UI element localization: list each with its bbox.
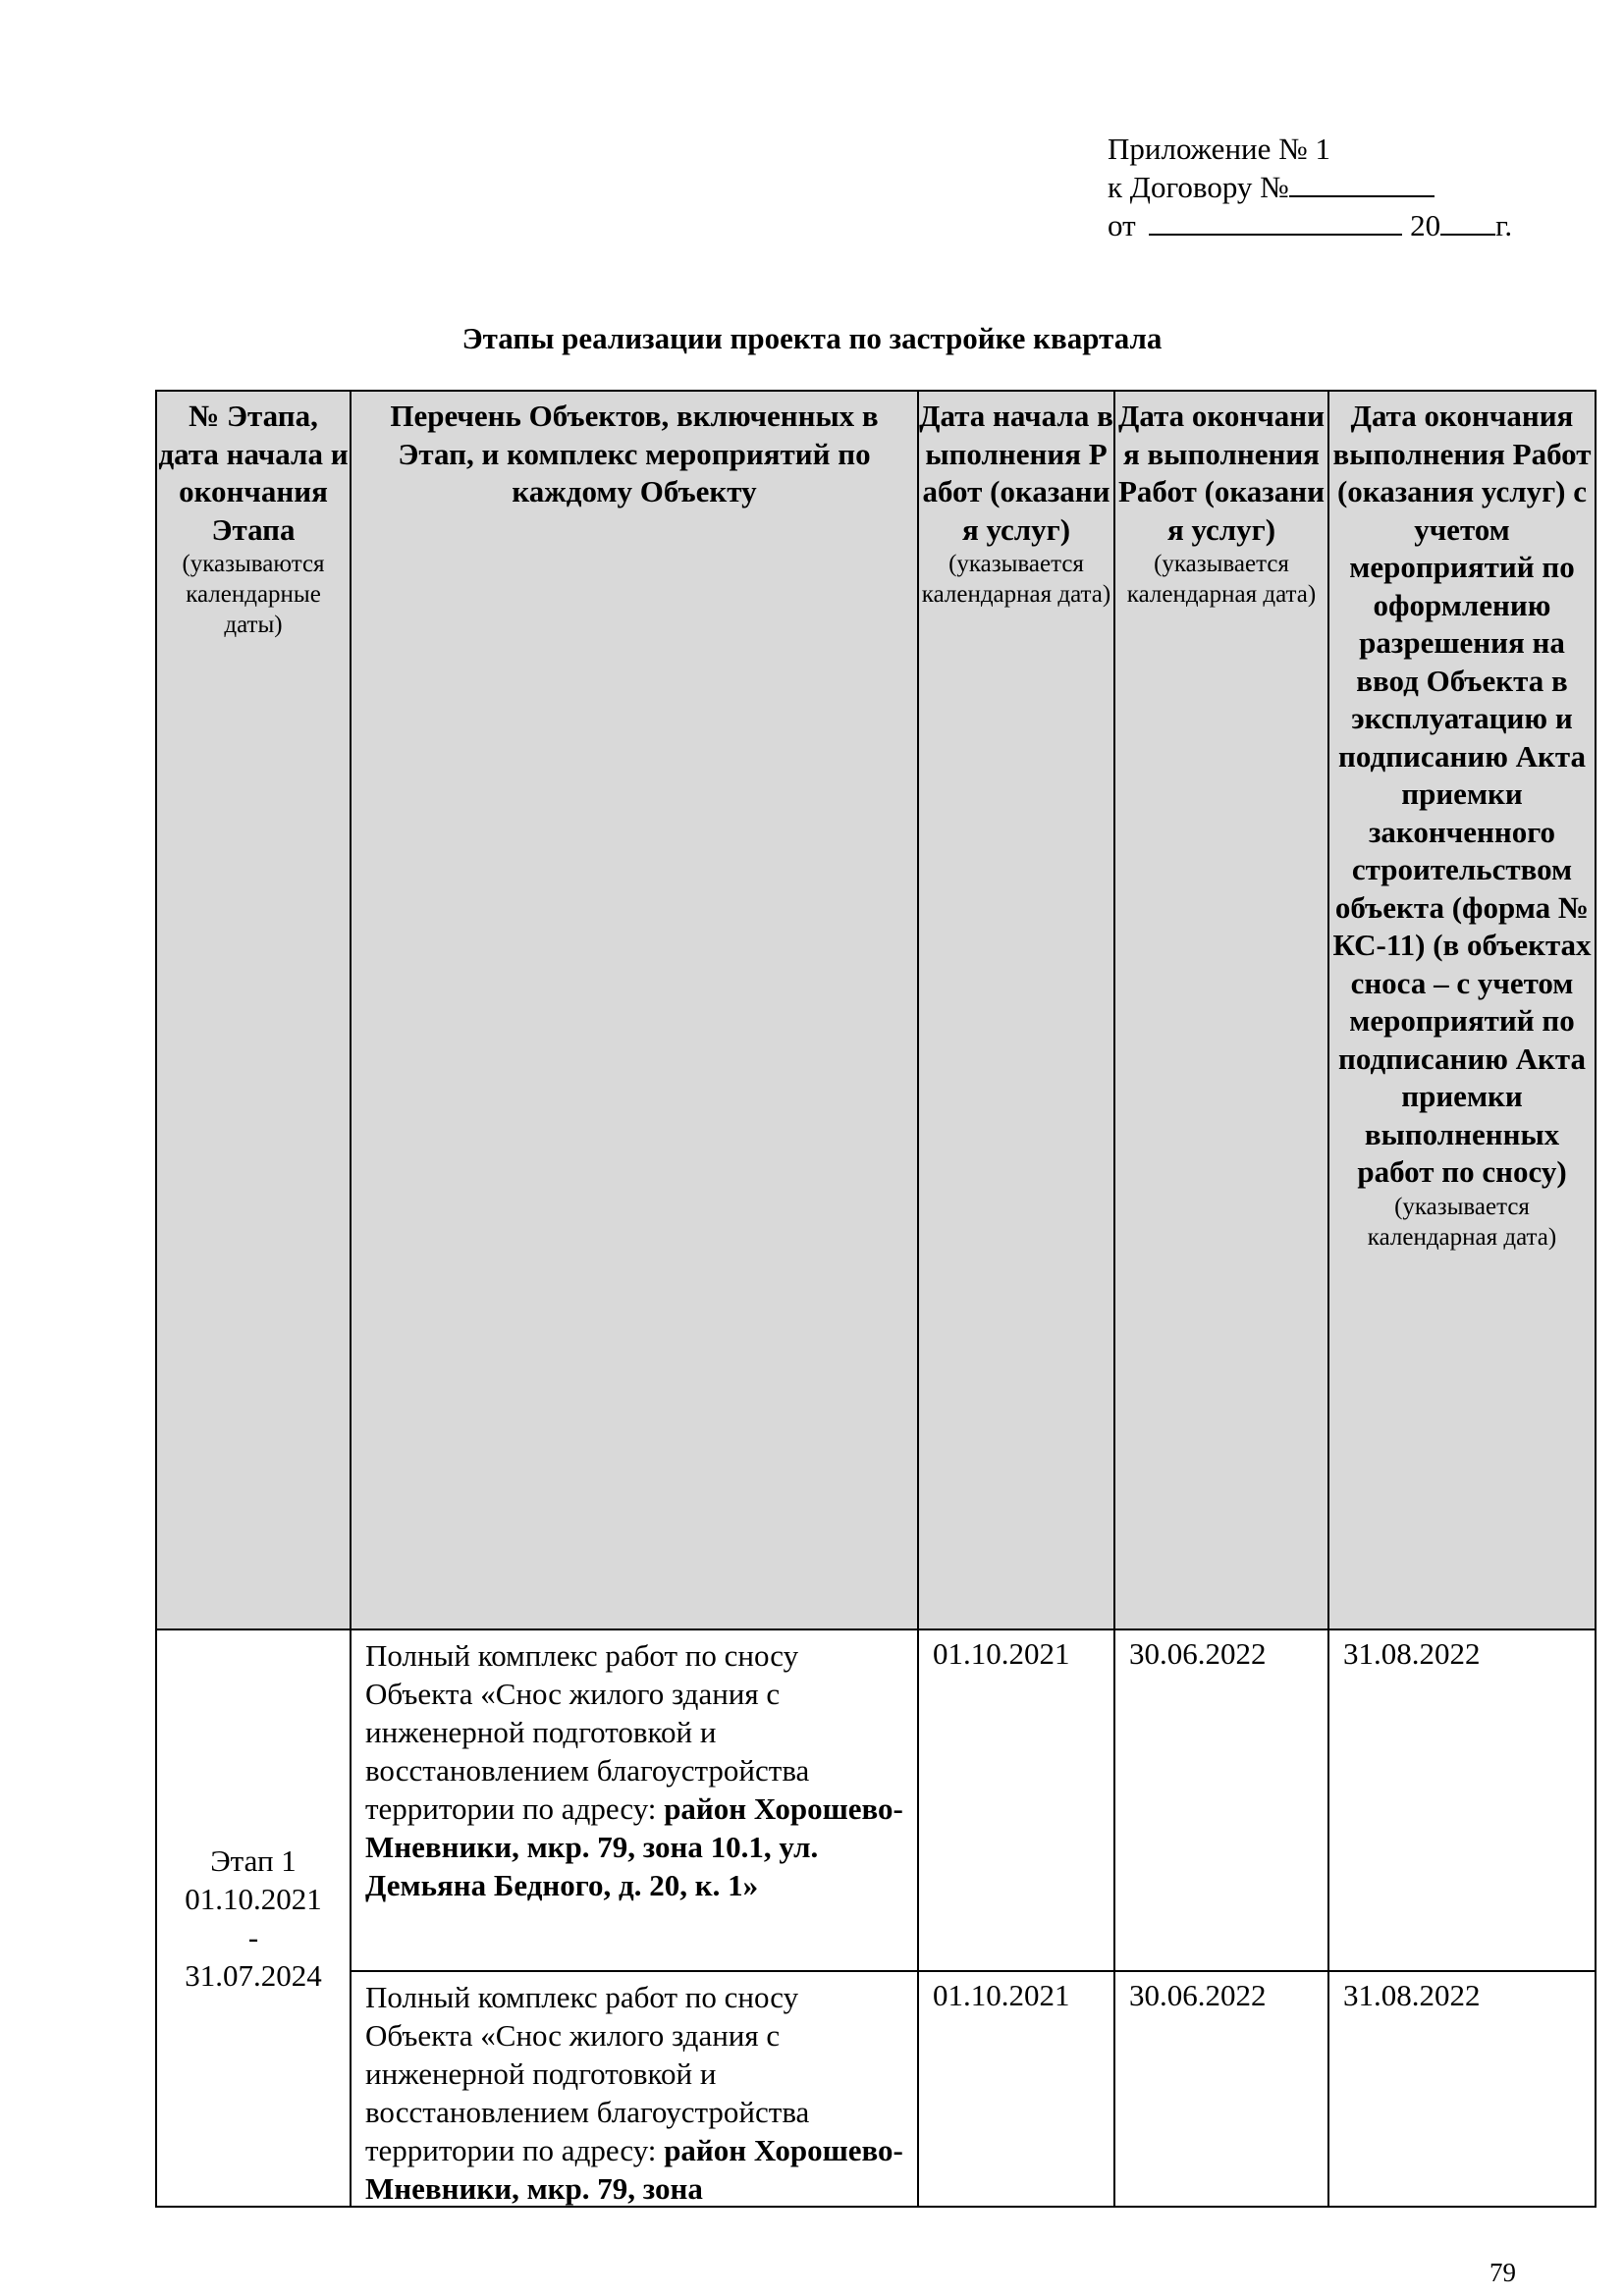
header-stage: № Этапа, дата начала и окончания Этапа (указываются календарные даты) [156,391,351,1629]
final-date: 31.08.2022 [1328,1629,1596,1971]
annex-block [1108,130,1512,244]
header-final-date: Дата окончания выполнения Работ (оказания услуг) с учетом мероприятий по оформлению разрешения на ввод Объекта в эксплуатацию и подписанию Акта приемки законченного строительством объекта (форма № КС-11) (в объектах сноса – с учетом мероприятий по подписанию Акта приемки выполненных работ по сносу) (указывается календарная дата) [1328,391,1596,1629]
date-blank [1149,208,1402,236]
stage-end: 31.07.2024 [185,1958,322,1993]
object-description: Полный комплекс работ по сносу Объекта «Снос жилого здания с инженерной подготовкой и восстановлением благоустройства территории по адресу: район Хорошево-Мневники, мкр. 79, зона 10.1, ул. Демьяна Бедного, д. 20, к. 1» [351,1629,918,1971]
object-description: Полный комплекс работ по сносу Объекта «Снос жилого здания с инженерной подготовкой и восстановлением благоустройства территории по адресу: район Хорошево-Мневники, мкр. 79, зона [351,1971,918,2207]
contract-number-blank [1289,170,1435,197]
table-header-row [156,391,1596,1629]
table-row [156,1971,1596,2207]
document-title: Этапы реализации проекта по застройке квартала [461,321,1163,355]
stage-name: Этап 1 [210,1843,297,1878]
year-blank [1440,208,1495,236]
table-row [156,1629,1596,1971]
end-date: 30.06.2022 [1114,1971,1328,2207]
page-number: 79 [1489,2258,1516,2287]
stage-cell [156,1629,351,2207]
annex-title: Приложение № 1 [1108,132,1330,166]
annex-contract-line: к Договору № [1108,168,1512,206]
end-date: 30.06.2022 [1114,1629,1328,1971]
start-date: 01.10.2021 [918,1971,1114,2207]
stage-start: 01.10.2021 [185,1882,322,1916]
header-objects: Перечень Объектов, включенных в Этап, и комплекс мероприятий по каждому Объекту [351,391,918,1629]
stages-table [155,390,1597,2208]
start-date: 01.10.2021 [918,1629,1114,1971]
header-start-date: Дата начала выполнения Работ (оказания услуг) (указывается календарная дата) [918,391,1114,1629]
header-end-date: Дата окончания выполнения Работ (оказания услуг) (указывается календарная дата) [1114,391,1328,1629]
stage-dash: - [247,1920,259,1954]
final-date: 31.08.2022 [1328,1971,1596,2207]
annex-date-line: от 20 г. [1108,208,1513,242]
